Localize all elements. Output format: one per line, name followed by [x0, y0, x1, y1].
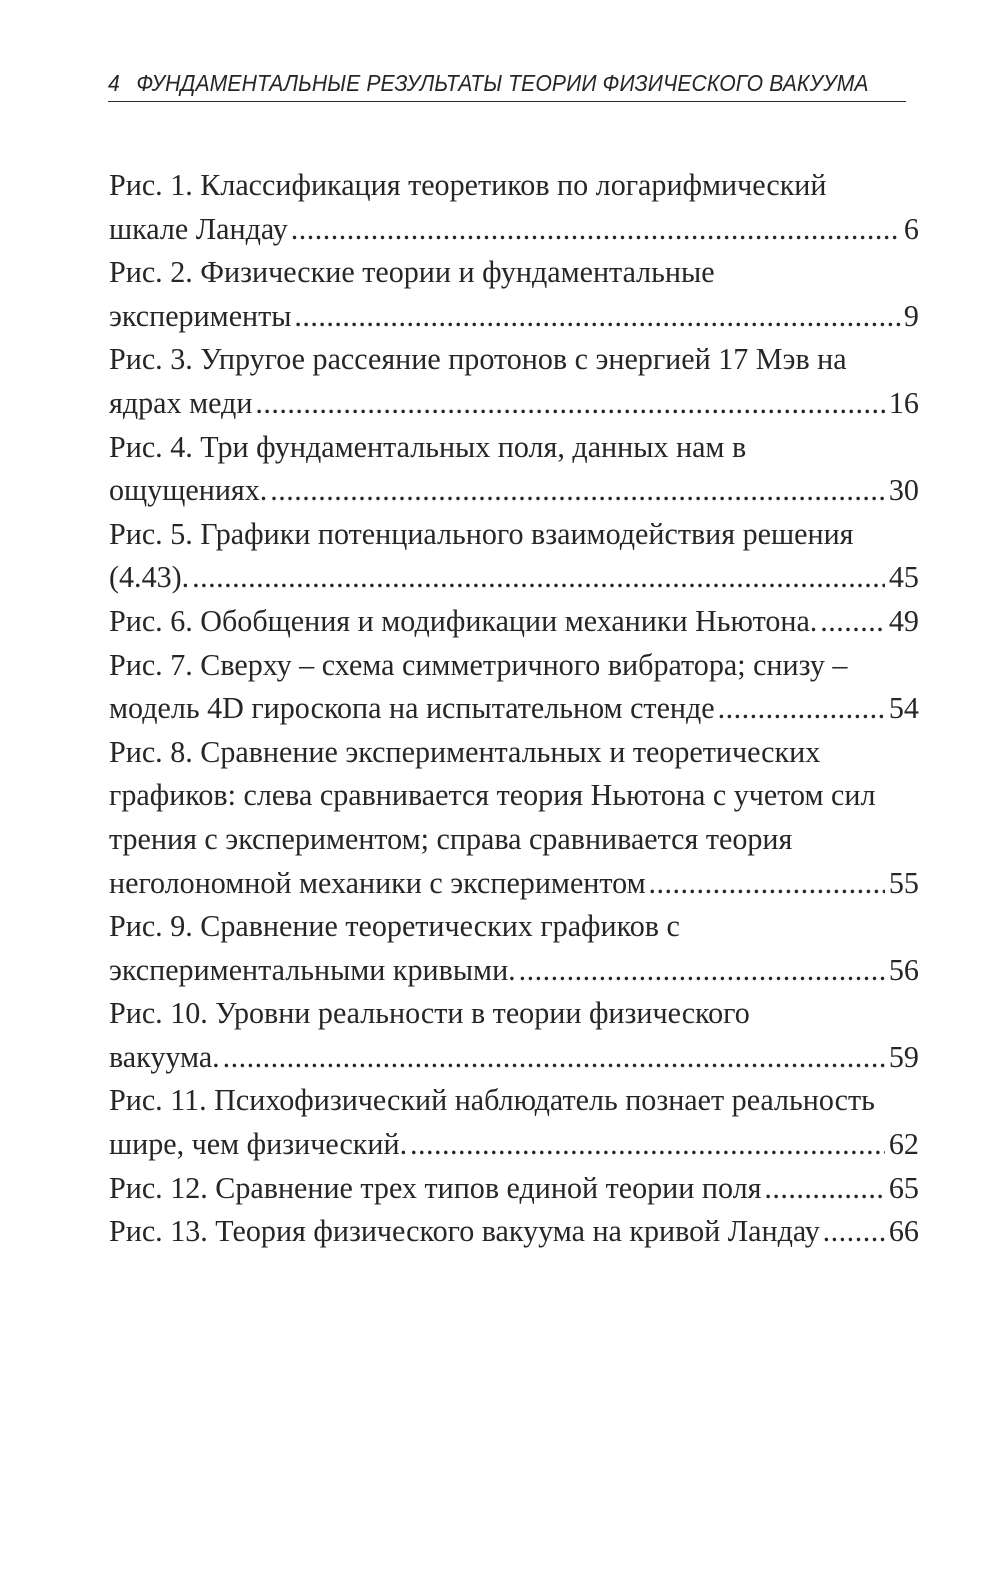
dot-leader: [519, 948, 885, 992]
figure-caption-end: шкале Ландау: [109, 210, 288, 246]
figure-caption-line: Рис. 9. Сравнение теоретических графиков с: [109, 908, 680, 944]
figure-caption-line: трения с экспериментом; справа сравнивается теория: [109, 820, 793, 856]
figure-leader-line: [109, 381, 919, 425]
figure-page-number: 66: [888, 1213, 919, 1249]
figure-entry: [109, 512, 944, 599]
header-rule: [108, 101, 906, 102]
figure-entry: [109, 1166, 944, 1210]
figure-caption-end: экспериментальными кривыми.: [109, 951, 516, 987]
dot-leader: [270, 468, 885, 512]
figure-page-number: 59: [888, 1038, 919, 1074]
dot-leader: [649, 861, 885, 905]
page-number: 4: [108, 70, 120, 96]
figure-caption-end: вакуума.: [109, 1038, 220, 1074]
figure-leader-line: [109, 948, 919, 992]
figure-leader-line: [109, 861, 919, 905]
figure-caption-end: ощущениях.: [109, 472, 268, 508]
running-title: ФУНДАМЕНТАЛЬНЫЕ РЕЗУЛЬТАТЫ ТЕОРИИ ФИЗИЧЕСКОГО ВАКУУМА: [136, 70, 869, 96]
figure-caption-line: Рис. 2. Физические теории и фундаментальные: [109, 254, 715, 290]
figure-leader-line: [109, 294, 919, 338]
figure-entry: [109, 904, 944, 991]
figure-caption-line: Рис. 1. Классификация теоретиков по логарифмический: [109, 167, 827, 202]
figure-caption-end: Рис. 13. Теория физического вакуума на кривой Ландау: [109, 1213, 820, 1249]
figure-leader-line: [109, 599, 919, 643]
figure-leader-line: [109, 1122, 919, 1166]
dot-leader: [291, 207, 900, 251]
figure-page-number: 65: [888, 1169, 919, 1205]
figure-leader-line: [109, 1166, 919, 1210]
figure-page-number: 9: [903, 297, 919, 333]
figure-page-number: 62: [888, 1126, 919, 1162]
figure-page-number: 56: [888, 951, 919, 987]
figure-page-number: 45: [888, 559, 919, 595]
figure-entry: [109, 730, 944, 904]
figure-caption-line: Рис. 8. Сравнение экспериментальных и теоретических: [109, 733, 821, 769]
figure-entry: [109, 643, 944, 730]
dot-leader: [718, 686, 885, 730]
figure-leader-line: [109, 468, 919, 512]
figure-leader-line: [109, 1035, 919, 1079]
figure-entry: [109, 425, 944, 512]
figure-entry: [109, 250, 944, 337]
figure-entry: [109, 163, 944, 250]
figure-leader-line: [109, 555, 919, 599]
figure-entry: [109, 1078, 944, 1165]
dot-leader: [823, 1209, 885, 1253]
dot-leader: [255, 381, 885, 425]
figure-entry: [109, 1209, 944, 1253]
figure-entry: [109, 337, 944, 424]
dot-leader: [192, 555, 885, 599]
figure-caption-end: эксперименты: [109, 297, 292, 333]
figure-caption-end: шире, чем физический.: [109, 1126, 408, 1162]
figure-entry: [109, 991, 944, 1078]
figure-caption-end: неголономной механики с экспериментом: [109, 864, 646, 900]
figure-caption-line: Рис. 11. Психофизический наблюдатель познает реальность: [109, 1082, 875, 1118]
figure-leader-line: [109, 686, 919, 730]
figure-caption-end: Рис. 12. Сравнение трех типов единой теории поля: [109, 1169, 762, 1205]
figure-caption-line: графиков: слева сравнивается теория Ньютона с учетом сил: [109, 777, 876, 813]
figure-caption-end: (4.43).: [109, 559, 190, 595]
figure-page-number: 30: [888, 472, 919, 508]
dot-leader: [223, 1035, 885, 1079]
figure-caption-line: Рис. 3. Упругое рассеяние протонов с энергией 17 Мэв на: [109, 341, 847, 377]
running-header: [108, 68, 869, 98]
figure-caption-end: модель 4D гироскопа на испытательном стенде: [109, 690, 715, 726]
figure-page-number: 55: [888, 864, 919, 900]
figure-caption-end: Рис. 6. Обобщения и модификации механики Ньютона.: [109, 602, 818, 638]
dot-leader: [764, 1166, 885, 1210]
figure-caption-line: Рис. 10. Уровни реальности в теории физического: [109, 995, 750, 1031]
dot-leader: [410, 1122, 885, 1166]
figure-entry: [109, 599, 944, 643]
list-of-figures: [109, 163, 944, 1253]
dot-leader: [820, 599, 885, 643]
dot-leader: [294, 294, 900, 338]
figure-caption-end: ядрах меди: [109, 384, 253, 420]
figure-leader-line: [109, 1209, 919, 1253]
figure-page-number: 16: [888, 384, 919, 420]
figure-page-number: 49: [888, 602, 919, 638]
figure-page-number: 54: [888, 690, 919, 726]
figure-leader-line: [109, 207, 919, 251]
figure-page-number: 6: [903, 210, 919, 246]
figure-caption-line: Рис. 7. Сверху – схема симметричного вибратора; снизу –: [109, 646, 848, 682]
figure-caption-line: Рис. 4. Три фундаментальных поля, данных нам в: [109, 428, 747, 464]
figure-caption-line: Рис. 5. Графики потенциального взаимодействия решения: [109, 515, 854, 551]
